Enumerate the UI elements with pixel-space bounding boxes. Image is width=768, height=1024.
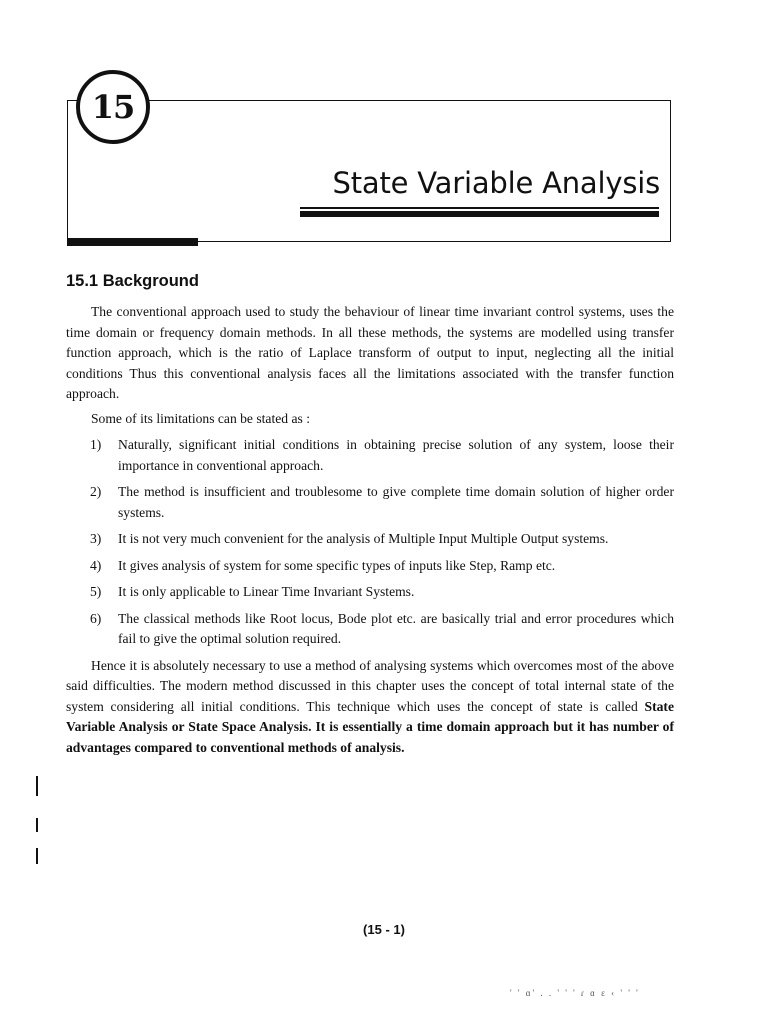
list-item-number: 5) [90, 584, 102, 599]
list-item-number: 3) [90, 531, 102, 546]
list-item-text: Naturally, significant initial conditions in obtaining precise solution of any system, loose their importance in conventional approach. [118, 437, 674, 473]
list-item-text: The classical methods like Root locus, Bode plot etc. are basically trial and error procedures which fail to give the optimal solution required. [118, 610, 674, 646]
title-underline-thick [300, 211, 659, 217]
section-heading: 15.1 Background [66, 272, 199, 290]
list-item [66, 556, 674, 577]
page-number: (15 - 1) [363, 922, 405, 937]
section-body [66, 302, 674, 758]
revision-bar [36, 848, 38, 864]
state-variable-analysis-term: State Variable Analysis [66, 698, 674, 734]
closing-text-or: or [167, 719, 189, 734]
list-item-number: 4) [90, 557, 102, 573]
header-box-accent-bar [67, 238, 198, 246]
list-item-text: The method is insufficient and troublesome to give complete time domain solution of higher order systems. [118, 484, 674, 520]
closing-text-2: It is essentially a time domain approach but it has number of advantages compared to conventional methods of analysis. [66, 719, 674, 755]
list-item [66, 609, 674, 650]
list-item-number: 6) [90, 610, 102, 626]
list-item-text: It is not very much convenient for the analysis of Multiple Input Multiple Output systems. [118, 531, 609, 546]
list-item [66, 582, 674, 603]
list-item [66, 435, 674, 476]
scan-artifact-text: ' ' ɑ' . . ' ' ' ɾ ɑ ɛ ‹ ' ' ' [510, 988, 640, 998]
list-item-number: 2) [90, 484, 102, 499]
limitations-list [66, 435, 674, 650]
chapter-number-badge: 15 [76, 70, 150, 144]
list-item-text: It gives analysis of system for some specific types of inputs like Step, Ramp etc. [118, 557, 556, 573]
list-item [66, 482, 674, 523]
title-underline-thin [300, 207, 659, 209]
limitations-intro: Some of its limitations can be stated as : [91, 410, 310, 426]
closing-paragraph [66, 656, 674, 759]
intro-paragraph: The conventional approach used to study the behaviour of linear time invariant control systems, uses the time domain or frequency domain methods. In all these methods, the systems are modelled using transfer function approach, which is the ratio of Laplace transform of output to input, neglecting all the initial conditions Thus this conventional analysis faces all the limitations associated with the transfer function approach. [66, 304, 674, 401]
list-item [66, 529, 674, 550]
chapter-title: State Variable Analysis [332, 166, 660, 200]
state-space-analysis-term: State Space Analysis. [188, 719, 312, 734]
list-item-number: 1) [90, 437, 102, 452]
closing-text-1: Hence it is absolutely necessary to use a method of analysing systems which overcomes most of the above said difficulties. The modern method discussed in this chapter uses the concept of total internal state of the system considering all initial conditions. This technique which uses the concept of state is called [66, 657, 674, 714]
list-item-text: It is only applicable to Linear Time Invariant Systems. [118, 584, 415, 599]
revision-bar [36, 818, 38, 832]
revision-bar [36, 776, 38, 796]
